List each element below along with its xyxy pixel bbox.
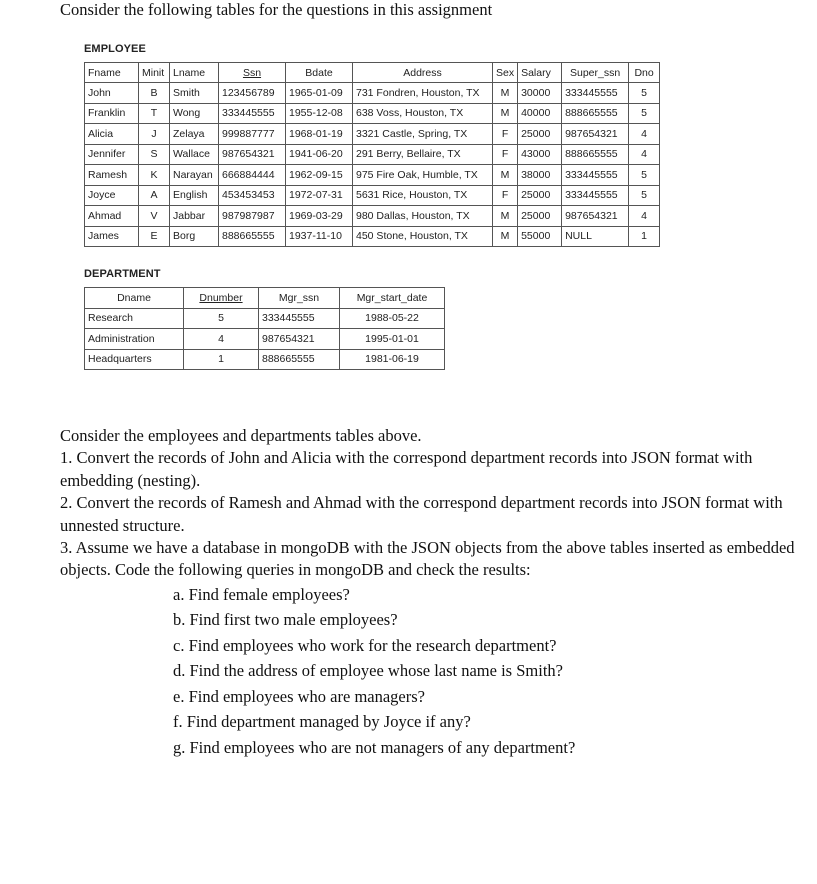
cell-dno: 4	[629, 124, 660, 145]
employee-table-title: EMPLOYEE	[84, 43, 146, 55]
question-3: 3. Assume we have a database in mongoDB with the JSON objects from the above tables inserted as embedded objects. Code the following queries in mongoDB and check the results:	[60, 538, 795, 580]
cell-address: 980 Dallas, Houston, TX	[353, 206, 493, 227]
col-header-mgr-ssn: Mgr_ssn	[259, 288, 340, 309]
cell-ssn: 666884444	[219, 165, 286, 186]
consider-paragraph: Consider the employees and departments tables above.	[60, 426, 422, 445]
cell-salary: 25000	[518, 206, 562, 227]
cell-minit: K	[139, 165, 170, 186]
cell-dno: 5	[629, 103, 660, 124]
cell-super-ssn: 333445555	[562, 83, 629, 104]
cell-salary: 43000	[518, 144, 562, 165]
cell-mgr-ssn: 987654321	[259, 329, 340, 350]
cell-bdate: 1955-12-08	[286, 103, 353, 124]
table-row	[85, 308, 445, 329]
cell-sex: M	[493, 165, 518, 186]
col-header-lname: Lname	[170, 63, 219, 83]
cell-salary: 25000	[518, 124, 562, 145]
cell-sex: M	[493, 103, 518, 124]
cell-fname: Ramesh	[85, 165, 139, 186]
col-header-ssn: Ssn	[242, 66, 262, 79]
cell-dno: 5	[629, 165, 660, 186]
table-row	[85, 124, 660, 145]
cell-dname: Headquarters	[85, 349, 184, 370]
cell-ssn: 333445555	[219, 103, 286, 124]
table-row	[85, 165, 660, 186]
cell-super-ssn: 987654321	[562, 124, 629, 145]
cell-bdate: 1972-07-31	[286, 185, 353, 206]
cell-dnumber: 1	[184, 349, 259, 370]
cell-lname: Zelaya	[170, 124, 219, 145]
table-row	[85, 185, 660, 206]
question-1: 1. Convert the records of John and Alicia with the correspond department records into JSON format with embedding (nesting).	[60, 448, 753, 490]
cell-address: 5631 Rice, Houston, TX	[353, 185, 493, 206]
cell-sex: M	[493, 206, 518, 227]
cell-bdate: 1937-11-10	[286, 226, 353, 247]
table-row	[85, 83, 660, 104]
list-item: d. Find the address of employee whose last name is Smith?	[173, 661, 563, 681]
cell-fname: Joyce	[85, 185, 139, 206]
cell-bdate: 1968-01-19	[286, 124, 353, 145]
cell-dno: 5	[629, 185, 660, 206]
cell-sex: F	[493, 185, 518, 206]
cell-lname: Jabbar	[170, 206, 219, 227]
cell-bdate: 1962-09-15	[286, 165, 353, 186]
cell-dname: Administration	[85, 329, 184, 350]
cell-dno: 5	[629, 83, 660, 104]
col-header-address: Address	[353, 63, 493, 83]
cell-lname: Wong	[170, 103, 219, 124]
cell-mgr-start-date: 1981-06-19	[340, 349, 445, 370]
cell-ssn: 987654321	[219, 144, 286, 165]
cell-salary: 55000	[518, 226, 562, 247]
table-row	[85, 103, 660, 124]
cell-ssn: 453453453	[219, 185, 286, 206]
cell-fname: Jennifer	[85, 144, 139, 165]
cell-fname: Ahmad	[85, 206, 139, 227]
cell-lname: Borg	[170, 226, 219, 247]
cell-super-ssn: 987654321	[562, 206, 629, 227]
cell-sex: M	[493, 226, 518, 247]
cell-ssn: 987987987	[219, 206, 286, 227]
cell-salary: 30000	[518, 83, 562, 104]
cell-address: 638 Voss, Houston, TX	[353, 103, 493, 124]
cell-minit: B	[139, 83, 170, 104]
col-header-mgr-start-date: Mgr_start_date	[340, 288, 445, 309]
cell-address: 975 Fire Oak, Humble, TX	[353, 165, 493, 186]
list-item: f. Find department managed by Joyce if any?	[173, 712, 471, 732]
cell-minit: V	[139, 206, 170, 227]
cell-minit: S	[139, 144, 170, 165]
table-row	[85, 226, 660, 247]
list-item: e. Find employees who are managers?	[173, 686, 425, 706]
cell-bdate: 1941-06-20	[286, 144, 353, 165]
table-row	[85, 144, 660, 165]
department-table-title: DEPARTMENT	[84, 268, 161, 280]
cell-mgr-start-date: 1988-05-22	[340, 308, 445, 329]
cell-super-ssn: 333445555	[562, 165, 629, 186]
cell-bdate: 1965-01-09	[286, 83, 353, 104]
assignment-questions	[60, 425, 805, 760]
col-header-sex: Sex	[493, 63, 518, 83]
cell-salary: 38000	[518, 165, 562, 186]
col-header-dname: Dname	[85, 288, 184, 309]
col-header-super-ssn: Super_ssn	[562, 63, 629, 83]
cell-dnumber: 4	[184, 329, 259, 350]
list-item: b. Find first two male employees?	[173, 610, 398, 630]
cell-super-ssn: 888665555	[562, 144, 629, 165]
intro-text: Consider the following tables for the questions in this assignment	[60, 0, 493, 19]
cell-sex: M	[493, 83, 518, 104]
cell-minit: A	[139, 185, 170, 206]
cell-address: 450 Stone, Houston, TX	[353, 226, 493, 247]
cell-ssn: 999887777	[219, 124, 286, 145]
cell-address: 731 Fondren, Houston, TX	[353, 83, 493, 104]
department-table	[84, 287, 445, 370]
cell-salary: 40000	[518, 103, 562, 124]
col-header-minit: Minit	[139, 63, 170, 83]
cell-minit: E	[139, 226, 170, 247]
department-header-row	[85, 288, 445, 309]
cell-ssn: 888665555	[219, 226, 286, 247]
col-header-bdate: Bdate	[286, 63, 353, 83]
cell-fname: John	[85, 83, 139, 104]
cell-salary: 25000	[518, 185, 562, 206]
question-2: 2. Convert the records of Ramesh and Ahmad with the correspond department records into JSON format with unnested structure.	[60, 493, 783, 535]
employee-table	[84, 62, 660, 247]
cell-address: 291 Berry, Bellaire, TX	[353, 144, 493, 165]
list-item: g. Find employees who are not managers of any department?	[173, 737, 576, 757]
cell-mgr-start-date: 1995-01-01	[340, 329, 445, 350]
cell-super-ssn: 888665555	[562, 103, 629, 124]
col-header-fname: Fname	[85, 63, 139, 83]
cell-sex: F	[493, 124, 518, 145]
cell-sex: F	[493, 144, 518, 165]
query-list	[173, 582, 817, 761]
cell-mgr-ssn: 333445555	[259, 308, 340, 329]
cell-super-ssn: 333445555	[562, 185, 629, 206]
cell-fname: James	[85, 226, 139, 247]
table-row	[85, 329, 445, 350]
cell-minit: T	[139, 103, 170, 124]
cell-lname: Narayan	[170, 165, 219, 186]
cell-dno: 1	[629, 226, 660, 247]
cell-dno: 4	[629, 206, 660, 227]
cell-fname: Franklin	[85, 103, 139, 124]
col-header-dnumber: Dnumber	[199, 291, 243, 304]
cell-mgr-ssn: 888665555	[259, 349, 340, 370]
cell-minit: J	[139, 124, 170, 145]
cell-dname: Research	[85, 308, 184, 329]
cell-fname: Alicia	[85, 124, 139, 145]
cell-lname: Wallace	[170, 144, 219, 165]
cell-address: 3321 Castle, Spring, TX	[353, 124, 493, 145]
cell-lname: English	[170, 185, 219, 206]
cell-lname: Smith	[170, 83, 219, 104]
table-row	[85, 349, 445, 370]
employee-header-row	[85, 63, 660, 83]
list-item: a. Find female employees?	[173, 584, 350, 604]
cell-ssn: 123456789	[219, 83, 286, 104]
col-header-dno: Dno	[629, 63, 660, 83]
table-row	[85, 206, 660, 227]
list-item: c. Find employees who work for the research department?	[173, 635, 557, 655]
cell-dnumber: 5	[184, 308, 259, 329]
col-header-salary: Salary	[518, 63, 562, 83]
cell-bdate: 1969-03-29	[286, 206, 353, 227]
cell-super-ssn: NULL	[562, 226, 629, 247]
cell-dno: 4	[629, 144, 660, 165]
